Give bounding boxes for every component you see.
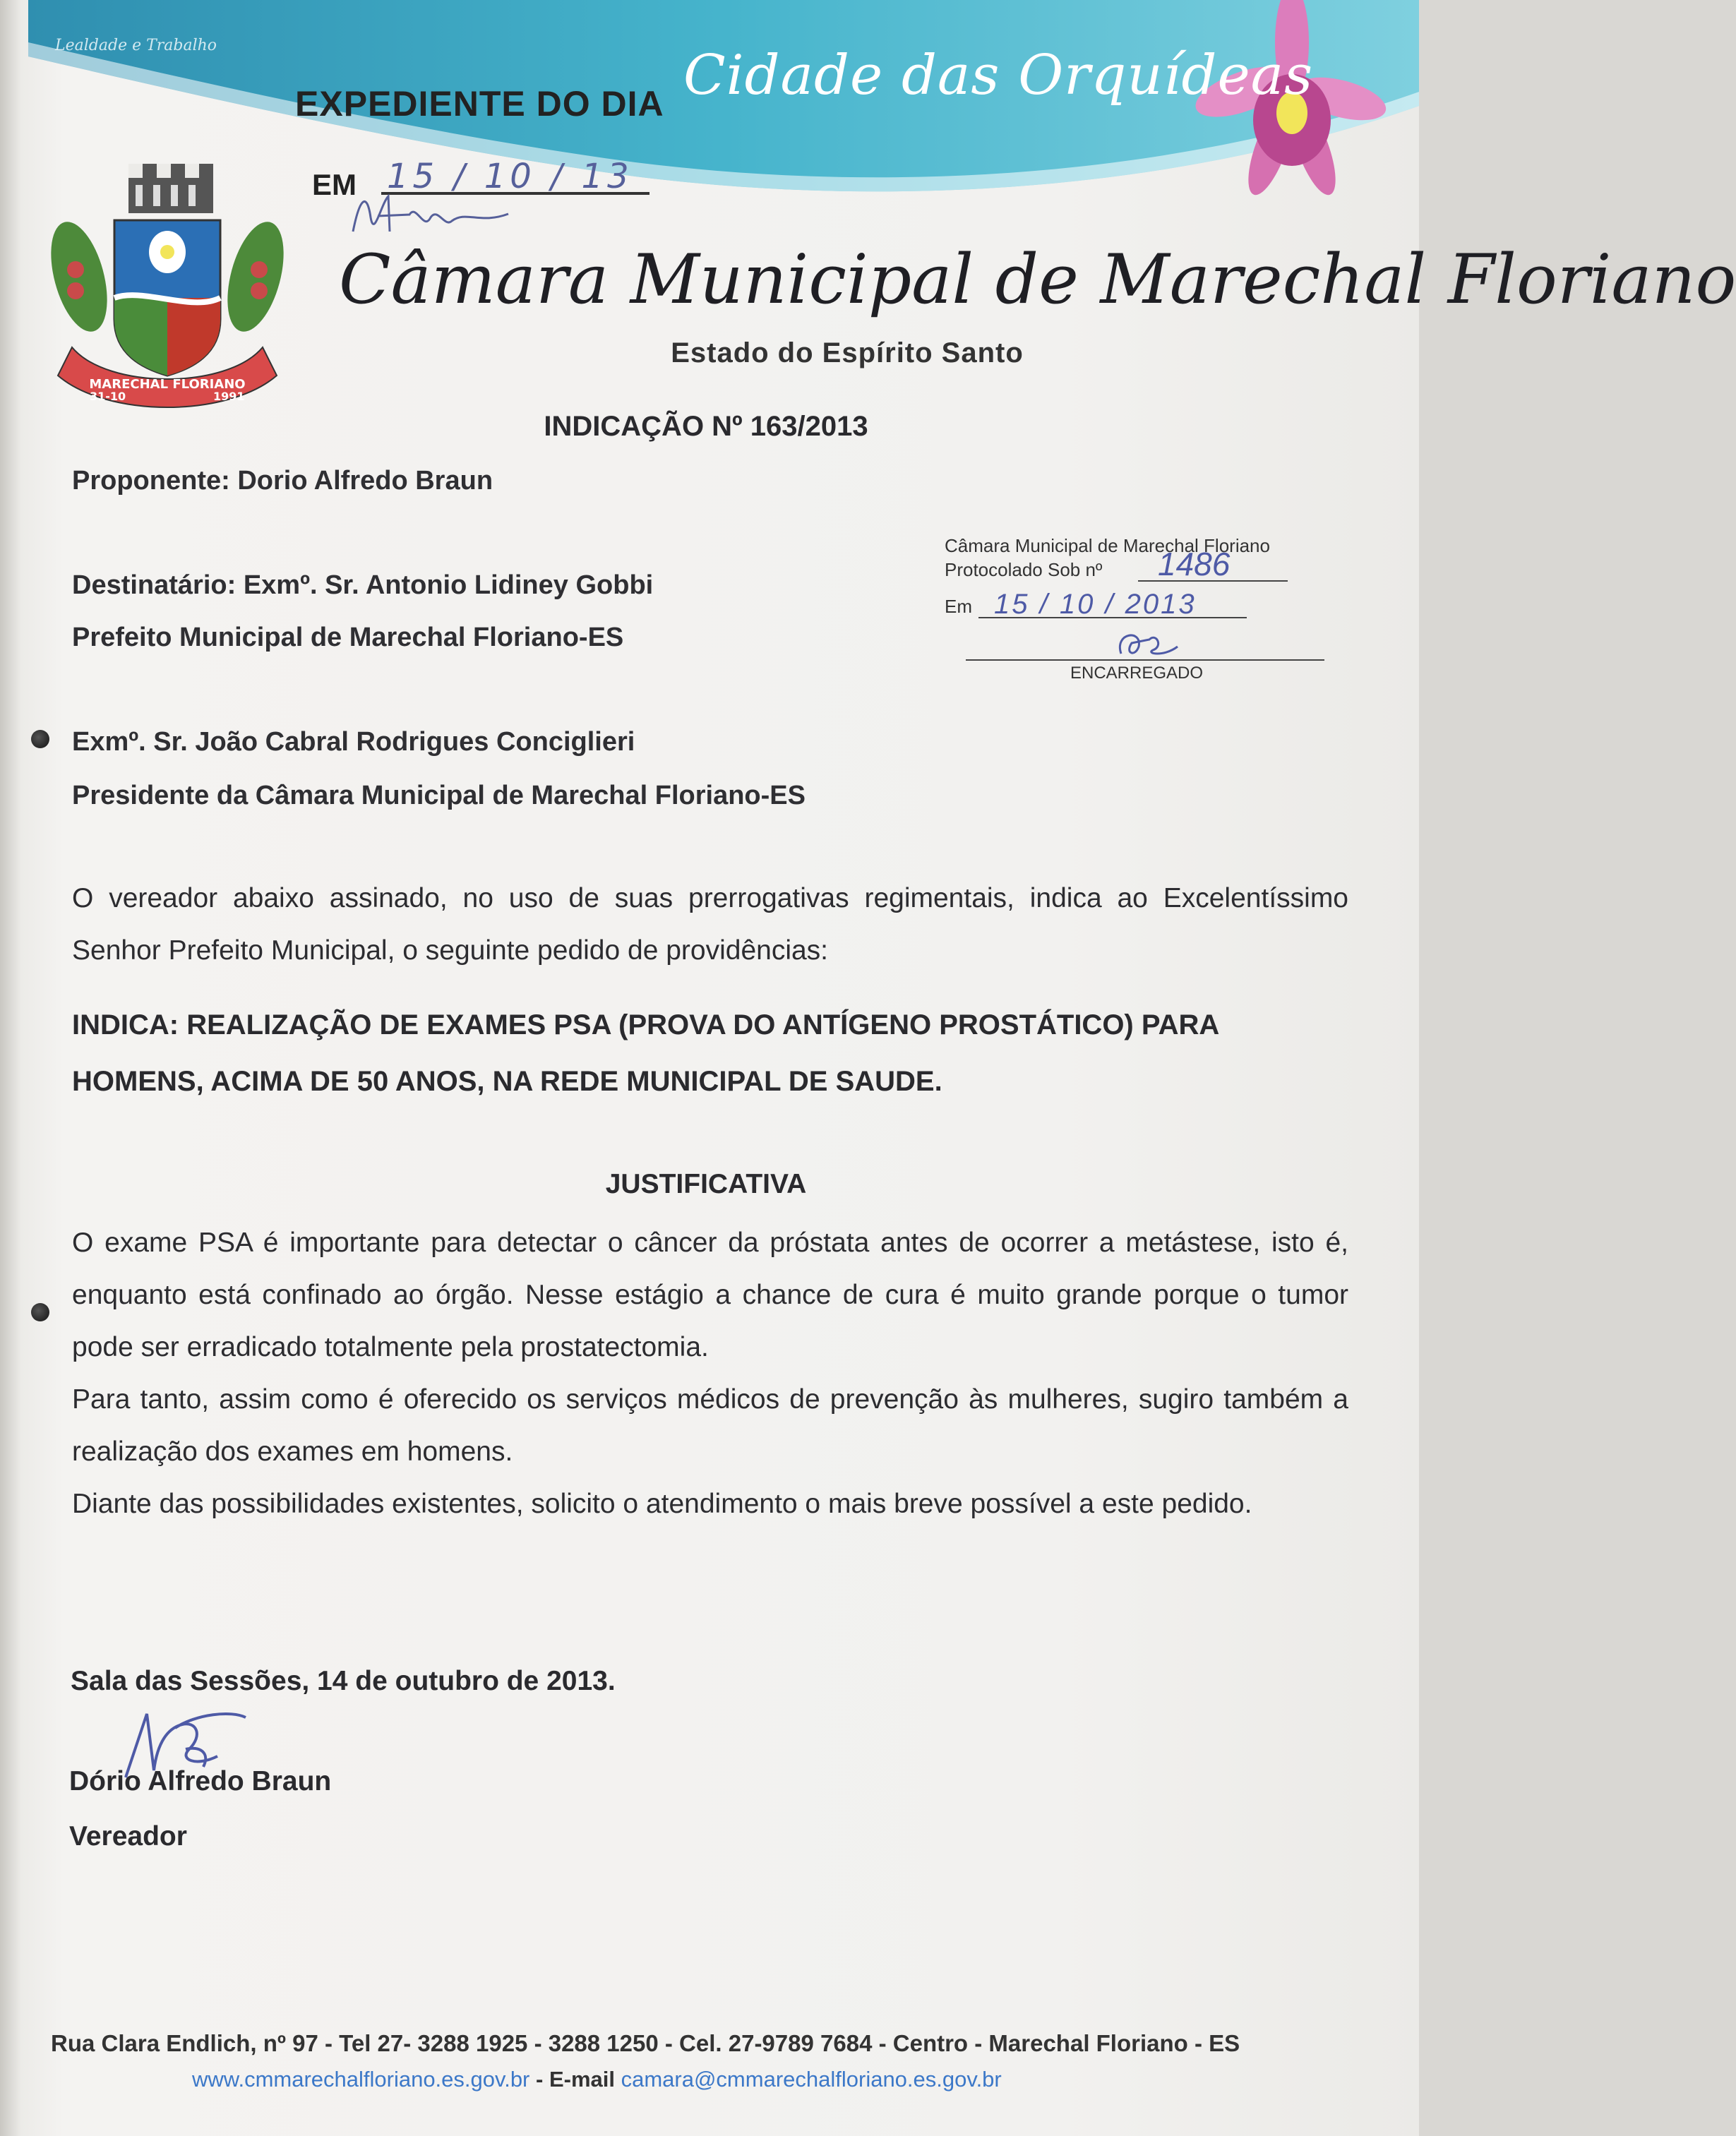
crest-year-right: 1991 [213,390,245,403]
website-link[interactable]: www.cmmarechalfloriano.es.gov.br [192,2067,530,2092]
signer-name: Dório Alfredo Braun [69,1766,332,1796]
stamp-encarregado-label: ENCARREGADO [1070,664,1204,683]
crest-ribbon-text: MARECHAL FLORIANO [89,377,246,392]
justificativa-body [72,1217,1348,1530]
intro-paragraph [72,872,1348,977]
municipal-crest [51,164,284,421]
institution-title: Câmara Municipal de Marechal Floriano [339,240,1736,319]
city-title: Cidade das Orquídeas [683,44,1314,107]
stamp-encarregado-underline [966,659,1324,661]
indica-text: INDICA: REALIZAÇÃO DE EXAMES PSA (PROVA DO ANTÍGENO PROSTÁTICO) PARA HOMENS, ACIMA DE 50 ANOS, NA REDE MUNICIPAL DE SAUDE. [72,1009,1219,1097]
justificativa-paragraph-3: Diante das possibilidades existentes, solicito o atendimento o mais breve possível a este pedido. [72,1489,1252,1519]
expediente-label: EXPEDIENTE DO DIA [295,84,664,124]
destinatario-line: Destinatário: Exmº. Sr. Antonio Lidiney Gobbi [72,570,654,600]
proponente-line: Proponente: Dorio Alfredo Braun [72,466,493,496]
crest-crown-icon [128,164,213,213]
crest-year-left: 31-10 [90,390,126,403]
president-role: Presidente da Câmara Municipal de Marechal Floriano-ES [72,781,806,810]
stamp-institution: Câmara Municipal de Marechal Floriano [945,535,1270,556]
binder-hole-icon [31,730,49,748]
state-subtitle: Estado do Espírito Santo [671,337,1024,368]
stamp-protocol-label: Protocolado Sob nº [945,559,1103,580]
intro-text: O vereador abaixo assinado, no uso de suas prerrogativas regimentais, indica ao Excelentíssimo Senhor Prefeito Municipal, o seguinte pedido de providências: [72,883,1348,966]
footer-contact [192,2067,1002,2092]
stamp-date: 15 / 10 / 2013 [994,589,1197,620]
signer-role: Vereador [69,1821,187,1852]
indicacao-title: INDICAÇÃO Nº 163/2013 [544,411,868,442]
stamp-date-label: Em [945,596,972,617]
justificativa-title: JUSTIFICATIVA [605,1169,807,1199]
email-label: - E-mail [529,2067,621,2092]
justificativa-paragraph-2: Para tanto, assim como é oferecido os serviços médicos de prevenção às mulheres, sugiro também a realização dos exames em homens. [72,1384,1348,1467]
expediente-date: 15 / 10 / 13 [387,157,633,196]
em-label: EM [312,168,357,201]
session-date: Sala das Sessões, 14 de outubro de 2013. [71,1666,616,1696]
president-line: Exmº. Sr. João Cabral Rodrigues Conciglieri [72,727,635,757]
stamp-protocol-number: 1486 [1158,546,1231,582]
justificativa-paragraph-1: O exame PSA é importante para detectar o câncer da próstata antes de ocorrer a metástese, isto é, enquanto está confinado ao órgão. Nesse estágio a chance de cura é muito grande porque o tumor pode ser erradicado totalmente pela prostatectomia. [72,1228,1348,1362]
email-link[interactable]: camara@cmmarechalfloriano.es.gov.br [621,2067,1002,2092]
footer-address: Rua Clara Endlich, nº 97 - Tel 27- 3288 1925 - 3288 1250 - Cel. 27-9789 7684 - Centro - Marechal Floriano - ES [51,2030,1240,2056]
destinatario-role: Prefeito Municipal de Marechal Floriano-ES [72,623,624,652]
binder-hole-icon [31,1303,49,1321]
motto-text: Lealdade e Trabalho [55,37,217,54]
